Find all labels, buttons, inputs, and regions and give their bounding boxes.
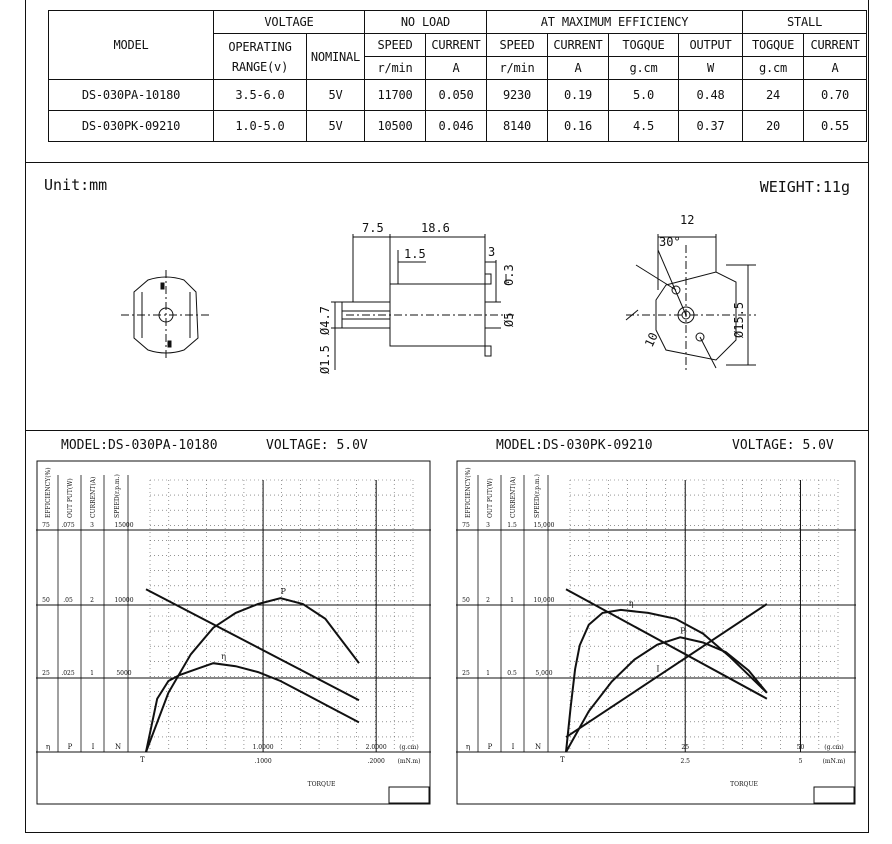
cell-me-speed: 8140: [487, 111, 548, 142]
axis-symbol: P: [487, 743, 493, 751]
table-row: [49, 111, 867, 142]
dimension-drawings: [26, 190, 868, 430]
y-tick-efficiency: 50: [462, 597, 470, 604]
axis-symbol: η: [465, 743, 471, 751]
dim-dia-15-5: Ø15.5: [732, 301, 746, 338]
axis-header: OUT PUT(W): [67, 478, 74, 518]
y-tick-speed: 5000: [116, 670, 132, 677]
curve-label-eta: η: [221, 652, 227, 662]
curve-label-p: P: [680, 626, 686, 636]
weight-label: WEIGHT:11g: [759, 178, 850, 196]
cell-range: 1.0-5.0: [214, 111, 307, 142]
x-tick-mnm: .1000: [254, 758, 272, 765]
dim-dia-5: Ø5: [502, 312, 516, 327]
y-tick-speed: 15000: [114, 522, 134, 529]
x-tick-gcm: 2.0000: [365, 744, 387, 751]
y-tick-efficiency: 25: [42, 670, 50, 677]
y-tick-efficiency: 25: [462, 670, 470, 677]
chart-2-voltage: VOLTAGE: 5.0V: [732, 438, 834, 453]
x-axis-label: TORQUE: [730, 781, 758, 788]
dim-3: 3: [488, 245, 496, 259]
dim-18-6: 18.6: [421, 221, 450, 235]
unit-nl-current: A: [426, 57, 487, 80]
cell-range: 3.5-6.0: [214, 80, 307, 111]
cell-me-torque: 4.5: [609, 111, 679, 142]
header-voltage: VOLTAGE: [214, 11, 365, 34]
cell-me-current: 0.16: [548, 111, 609, 142]
dim-12: 12: [680, 213, 695, 227]
header-stall: STALL: [743, 11, 867, 34]
y-tick-current: 1: [90, 670, 94, 677]
chart-2-model: MODEL:DS-030PK-09210: [496, 438, 653, 453]
cell-nominal: 5V: [307, 111, 365, 142]
y-tick-efficiency: 75: [462, 522, 470, 529]
chart-1: [36, 460, 431, 805]
axis-symbol: I: [91, 743, 95, 751]
axis-symbol: P: [67, 743, 73, 751]
origin-label: T: [140, 756, 145, 764]
axis-symbol: I: [511, 743, 515, 751]
axis-header: OUT PUT(W): [487, 478, 494, 518]
unit-me-current: A: [548, 57, 609, 80]
dim-dia-1-5: Ø1.5: [318, 345, 332, 374]
unit-me-speed: r/min: [487, 57, 548, 80]
header-max-eff: AT MAXIMUM EFFICIENCY: [487, 11, 743, 34]
front-view: [121, 270, 211, 360]
y-tick-speed: 10000: [114, 597, 134, 604]
chart-2: [456, 460, 856, 805]
unit-me-output: W: [679, 57, 743, 80]
y-tick-speed: 15,000: [533, 522, 555, 529]
cell-nl-current: 0.050: [426, 80, 487, 111]
cell-st-current: 0.70: [804, 80, 867, 111]
divider: [26, 162, 868, 163]
curve-label-p: P: [280, 587, 286, 597]
series-line-n: [566, 589, 767, 699]
unit-st-current: A: [804, 57, 867, 80]
cell-nl-current: 0.046: [426, 111, 487, 142]
x-unit-mnm: (mN.m): [822, 758, 846, 765]
divider: [26, 430, 868, 431]
axis-symbol: η: [45, 743, 51, 751]
y-tick-current: 0.5: [507, 670, 517, 677]
axis-header: EFFICIENCY(%): [465, 467, 472, 518]
header-st-current: CURRENT: [804, 34, 867, 57]
header-me-torque: TOGQUE: [609, 34, 679, 57]
dim-dia-4-7: Ø4.7: [318, 306, 332, 335]
chart-corner-box: [814, 787, 854, 803]
chart-1-model: MODEL:DS-030PA-10180: [61, 438, 218, 453]
spec-table: [48, 10, 867, 142]
y-tick-output: 1: [486, 670, 490, 677]
axis-header: SPEED(r.p.m.): [534, 474, 541, 518]
header-me-speed: SPEED: [487, 34, 548, 57]
unit-st-torque: g.cm: [743, 57, 804, 80]
unit-label: Unit:mm: [44, 176, 108, 194]
y-tick-speed: 10,000: [533, 597, 555, 604]
header-st-torque: TOGQUE: [743, 34, 804, 57]
unit-nl-speed: r/min: [365, 57, 426, 80]
spec-sheet: [25, 0, 869, 833]
x-tick-mnm: .2000: [367, 758, 385, 765]
header-nominal: NOMINAL: [307, 34, 365, 80]
y-tick-efficiency: 75: [42, 522, 50, 529]
y-tick-efficiency: 50: [42, 597, 50, 604]
series-line-p: [566, 637, 767, 752]
axis-header: EFFICIENCY(%): [45, 467, 52, 518]
axis-symbol: N: [534, 743, 542, 751]
x-axis-label: TORQUE: [307, 781, 336, 788]
cell-st-torque: 24: [743, 80, 804, 111]
dim-0-3: 0.3: [502, 264, 516, 286]
dim-10: 10: [642, 330, 661, 350]
y-tick-output: .05: [63, 597, 73, 604]
cell-me-output: 0.37: [679, 111, 743, 142]
curve-label-eta: η: [628, 598, 634, 608]
y-tick-output: 3: [486, 522, 490, 529]
chart-1-voltage: VOLTAGE: 5.0V: [266, 438, 368, 453]
y-tick-output: .075: [61, 522, 75, 529]
table-row: [49, 80, 867, 111]
y-tick-output: 2: [486, 597, 490, 604]
axis-symbol: N: [114, 743, 122, 751]
curve-label-i: I: [656, 664, 660, 674]
x-unit-gcm: (g.cm): [399, 744, 419, 751]
header-no-load: NO LOAD: [365, 11, 487, 34]
cell-nl-speed: 11700: [365, 80, 426, 111]
dim-angle-30: 30°: [659, 235, 681, 249]
header-operating-range: OPERATING RANGE(v): [214, 34, 307, 80]
dim-1-5: 1.5: [404, 247, 426, 261]
series-line-i: [566, 604, 767, 737]
header-me-output: OUTPUT: [679, 34, 743, 57]
cell-me-current: 0.19: [548, 80, 609, 111]
y-tick-current: 2: [90, 597, 94, 604]
cell-model: DS-030PA-10180: [49, 80, 214, 111]
y-tick-speed: 5,000: [535, 670, 553, 677]
header-me-current: CURRENT: [548, 34, 609, 57]
axis-header: CURRENT(A): [510, 476, 517, 518]
header-nl-speed: SPEED: [365, 34, 426, 57]
axis-header: SPEED(r.p.m.): [114, 474, 121, 518]
x-tick-gcm: 25: [681, 744, 690, 751]
header-model: MODEL: [49, 11, 214, 80]
cell-nl-speed: 10500: [365, 111, 426, 142]
x-tick-gcm: 50: [796, 744, 805, 751]
cell-st-torque: 20: [743, 111, 804, 142]
cell-me-torque: 5.0: [609, 80, 679, 111]
axis-header: CURRENT(A): [90, 476, 97, 518]
x-tick-gcm: 1.0000: [252, 744, 274, 751]
header-nl-current: CURRENT: [426, 34, 487, 57]
x-tick-mnm: 5: [798, 758, 803, 765]
x-unit-mnm: (mN.m): [397, 758, 421, 765]
chart-corner-box: [389, 787, 429, 803]
y-tick-current: 3: [90, 522, 94, 529]
cell-me-speed: 9230: [487, 80, 548, 111]
y-tick-current: 1.5: [507, 522, 517, 529]
cell-st-current: 0.55: [804, 111, 867, 142]
cell-me-output: 0.48: [679, 80, 743, 111]
dim-7-5: 7.5: [362, 221, 384, 235]
cell-nominal: 5V: [307, 80, 365, 111]
unit-me-torque: g.cm: [609, 57, 679, 80]
x-unit-gcm: (g.cm): [824, 744, 844, 751]
cell-model: DS-030PK-09210: [49, 111, 214, 142]
y-tick-current: 1: [510, 597, 514, 604]
origin-label: T: [560, 756, 565, 764]
series-line-eta: [146, 663, 359, 752]
x-tick-mnm: 2.5: [680, 758, 691, 765]
y-tick-output: .025: [61, 670, 75, 677]
